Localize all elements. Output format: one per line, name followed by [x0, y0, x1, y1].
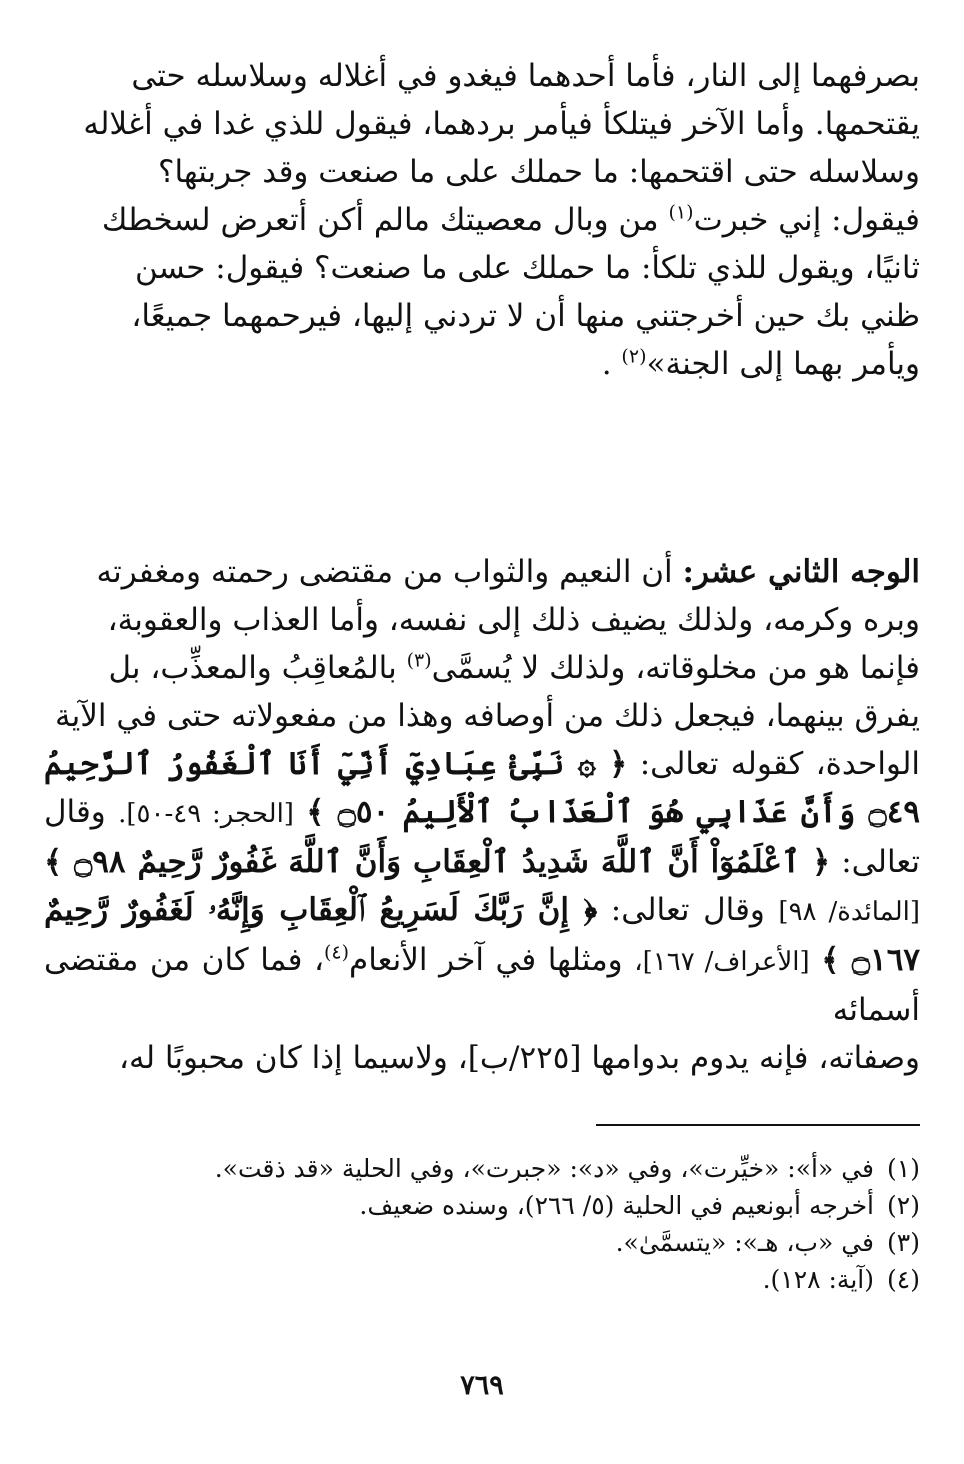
text-line: فإنما هو من مخلوقاته، ولذلك لا يُسمَّى$^{(٣)}$ بالمُعاقِبُ والمعذِّب، بل [108, 649, 920, 686]
section-twelfth-aspect [44, 548, 920, 1108]
section-heading: الوجه الثاني عشر: [682, 554, 920, 590]
text-line: وسلاسله حتى اقتحمها: ما حملك على ما صنعت وقد جربتها؟ [158, 154, 920, 190]
footnote-number: (١) [887, 1154, 920, 1183]
text-line: فيقول: إني خبرت$^{(١)}$ من وبال معصيتك مالم أكن أتعرض لسخطك [101, 201, 920, 238]
footnote-item [44, 1187, 920, 1224]
verse-reference: [الحجر: ٤٩-٥٠]. [118, 799, 294, 829]
text-line: ويأمر بهما إلى الجنة»$^{(٢)}$ . [601, 345, 920, 382]
text-line: يفرق بينهما، فيجعل ذلك من أوصافه وهذا من مفعولاته حتى في الآية [55, 698, 920, 734]
footnote-ref-2[interactable]: (٢) [621, 345, 647, 368]
page-number: ٧٦٩ [460, 1370, 504, 1401]
footnote-ref-3[interactable]: (٣) [406, 649, 432, 672]
footnote-ref-1[interactable]: (١) [668, 201, 694, 224]
continuation-paragraph [44, 52, 920, 470]
footnote-divider [596, 1124, 920, 1126]
text-line: ظني بك حين أخرجتني منها أن لا تردني إليها، فيرحمهما جميعًا، [131, 298, 920, 334]
footnote-text: في «ب، هـ»: «يتسمَّىٰ». [615, 1228, 874, 1257]
footnote-item [44, 1224, 920, 1261]
footnote-number: (٤) [887, 1265, 920, 1294]
quran-verse: ﴿ إِنَّ رَبَّكَ لَسَرِيعُ ٱلْعِقَابِ وَإِنَّهُۥ لَغَفُورٌ رَّحِيمٌ ۝١٦٧ ﴾ [44, 892, 921, 978]
footnotes [44, 1150, 920, 1298]
text-line: بصرفهما إلى النار، فأما أحدهما فيغدو في أغلاله وسلاسله حتى [131, 58, 920, 94]
text-line: وصفاته، فإنه يدوم بدوامها [٢٢٥/ب]، ولاسيما إذا كان محبوبًا له، [118, 1040, 920, 1076]
quran-verse: ﴿ ۞ نَبِّئْ عِبَادِيٓ أَنِّيٓ أَنَا ٱلْغَفُورُ ٱلرَّحِيمُ ۝٤٩ وَأَنَّ عَذَابِي هُوَ ٱلْعَذَابُ ٱلْأَلِيمُ ۝٥٠ ﴾ [44, 746, 920, 830]
footnote-number: (٣) [887, 1228, 920, 1257]
verse-reference: [الأعراف/ ١٦٧]، [634, 947, 810, 977]
text-line: يقتحمها. وأما الآخر فيتلكأ فيأمر بردهما، فيقول للذي غدا في أغلاله [83, 106, 920, 142]
footnote-text: (آية: ١٢٨). [762, 1265, 874, 1294]
footnote-item [44, 1150, 920, 1187]
footnote-number: (٢) [887, 1191, 920, 1220]
text-line: ثانيًا، ويقول للذي تلكأ: ما حملك على ما صنعت؟ فيقول: حسن [135, 250, 920, 286]
quran-verse: ﴿ ٱعْلَمُوٓاْ أَنَّ ٱللَّهَ شَدِيدُ ٱلْعِقَابِ وَأَنَّ ٱللَّهَ غَفُورٌ رَّحِيمٌ ۝٩٨ ﴾ [44, 844, 831, 880]
verse-reference: [المائدة/ ٩٨] [778, 897, 920, 927]
text-line: الواحدة، كقوله تعالى: ﴿ ۞ نَبِّئْ عِبَادِيٓ أَنِّيٓ أَنَا ٱلْغَفُورُ ٱلرَّحِيمُ ۝٤٩ وَأَنَّ عَذَابِي هُوَ ٱلْعَذَابُ ٱلْأَلِيمُ ۝٥٠ ﴾ [الحجر: ٤٩-٥٠]. وقال تعالى: ﴿ ٱعْلَمُوٓاْ أَنَّ ٱللَّهَ شَدِيدُ ٱلْعِقَابِ وَأَنَّ ٱللَّهَ غَفُورٌ رَّحِيمٌ ۝٩٨ ﴾ [المائدة/ ٩٨] وقال تعالى: ﴿ إِنَّ رَبَّكَ لَسَرِيعُ ٱلْعِقَابِ وَإِنَّهُۥ لَغَفُورٌ رَّحِيمٌ ۝١٦٧ ﴾ [الأعراف/ ١٦٧]، ومثلها في آخر الأنعام$^{(٤)}$، فما كان من مقتضى أسمائه [44, 746, 921, 1028]
footnote-text: أخرجه أبونعيم في الحلية (٥/ ٢٦٦)، وسنده ضعيف. [359, 1191, 874, 1220]
footnote-ref-4[interactable]: (٤) [323, 941, 350, 964]
text-line: الوجه الثاني عشر: أن النعيم والثواب من مقتضى رحمته ومغفرته [96, 554, 920, 590]
text-line: وبره وكرمه، ولذلك يضيف ذلك إلى نفسه، وأما العذاب والعقوبة، [107, 602, 920, 638]
footnote-item [44, 1261, 920, 1298]
footnote-text: في «أ»: «خيِّرت»، وفي «د»: «جبرت»، وفي الحلية «قد ذقت». [214, 1154, 874, 1183]
